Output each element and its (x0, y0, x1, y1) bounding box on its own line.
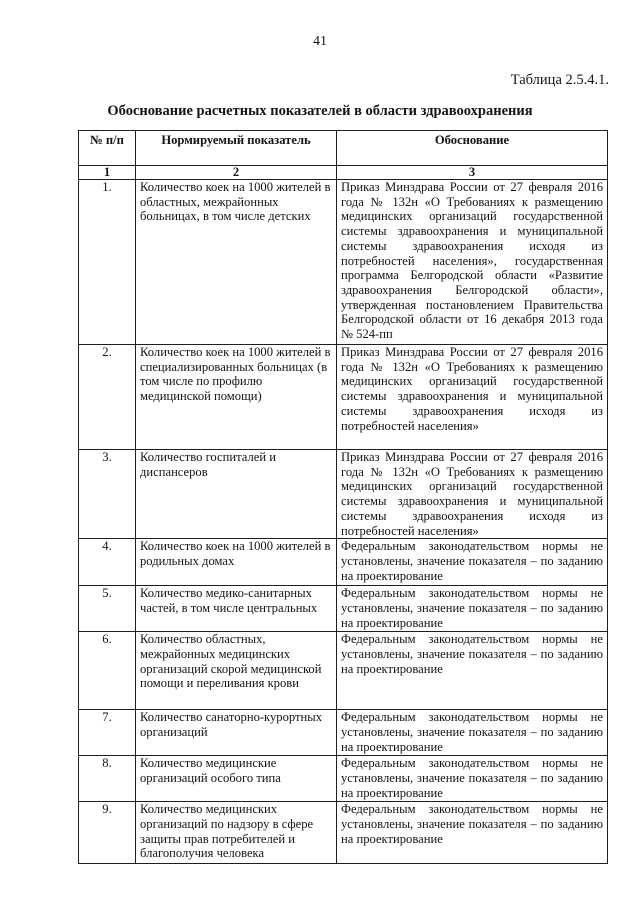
table-row (79, 345, 608, 450)
row-basis: Федеральным законодательством нормы не установлены, значение показателя – по заданию на проектирование (337, 632, 608, 710)
row-number: 3. (79, 450, 136, 539)
table-row (79, 802, 608, 864)
row-number: 2. (79, 345, 136, 450)
justification-table (78, 130, 608, 864)
table-row (79, 180, 608, 345)
row-basis: Приказ Минздрава России от 27 февраля 2016 года № 132н «О Требованиях к размещению медицинских организаций государственной системы здравоохранения и муниципальной системы здравоохранения исходя из потребностей населения», государственная программа Белгородской области «Развитие здравоохранения Белгородской области», утвержденная постановлением Правительства Белгородской области от 16 декабря 2013 года № 524-пп (337, 180, 608, 345)
column-index: 3 (337, 166, 608, 180)
table-row (79, 450, 608, 539)
row-number: 1. (79, 180, 136, 345)
row-basis: Приказ Минздрава России от 27 февраля 2016 года № 132н «О Требованиях к размещению медицинских организаций государственной системы здравоохранения и муниципальной системы здравоохранения исходя из потребностей населения» (337, 450, 608, 539)
row-indicator: Количество медико-санитарных частей, в том числе центральных (136, 586, 337, 632)
row-number: 6. (79, 632, 136, 710)
row-number: 4. (79, 539, 136, 586)
row-indicator: Количество медицинских организаций по надзору в сфере защиты прав потребителей и благополучия человека (136, 802, 337, 864)
row-basis: Федеральным законодательством нормы не установлены, значение показателя – по заданию на проектирование (337, 756, 608, 802)
page-number: 41 (313, 34, 327, 49)
row-basis: Федеральным законодательством нормы не установлены, значение показателя – по заданию на проектирование (337, 710, 608, 756)
row-basis: Приказ Минздрава России от 27 февраля 2016 года № 132н «О Требованиях к размещению медицинских организаций государственной системы здравоохранения и муниципальной системы здравоохранения исходя из потребностей населения» (337, 345, 608, 450)
header-basis: Обоснование (337, 131, 608, 166)
column-index-row (79, 166, 608, 180)
row-number: 8. (79, 756, 136, 802)
row-indicator: Количество медицинские организаций особого типа (136, 756, 337, 802)
row-indicator: Количество госпиталей и диспансеров (136, 450, 337, 539)
row-basis: Федеральным законодательством нормы не установлены, значение показателя – по заданию на проектирование (337, 802, 608, 864)
column-index: 1 (79, 166, 136, 180)
row-indicator: Количество областных, межрайонных медицинских организаций скорой медицинской помощи и переливания крови (136, 632, 337, 710)
header-num: № п/п (79, 131, 136, 166)
table-caption: Таблица 2.5.4.1. (510, 72, 609, 88)
table-row (79, 539, 608, 586)
row-indicator: Количество коек на 1000 жителей в областных, межрайонных больницах, в том числе детских (136, 180, 337, 345)
row-indicator: Количество санаторно-курортных организаций (136, 710, 337, 756)
table-header-row (79, 131, 608, 166)
row-basis: Федеральным законодательством нормы не установлены, значение показателя – по заданию на проектирование (337, 586, 608, 632)
row-number: 9. (79, 802, 136, 864)
row-number: 5. (79, 586, 136, 632)
table-row (79, 632, 608, 710)
column-index: 2 (136, 166, 337, 180)
row-number: 7. (79, 710, 136, 756)
table-row (79, 756, 608, 802)
table-row (79, 710, 608, 756)
header-indicator: Нормируемый показатель (136, 131, 337, 166)
row-basis: Федеральным законодательством нормы не установлены, значение показателя – по заданию на проектирование (337, 539, 608, 586)
document-title: Обоснование расчетных показателей в области здравоохранения (107, 103, 533, 119)
row-indicator: Количество коек на 1000 жителей в специализированных больницах (в том числе по профилю медицинской помощи) (136, 345, 337, 450)
row-indicator: Количество коек на 1000 жителей в родильных домах (136, 539, 337, 586)
table-row (79, 586, 608, 632)
